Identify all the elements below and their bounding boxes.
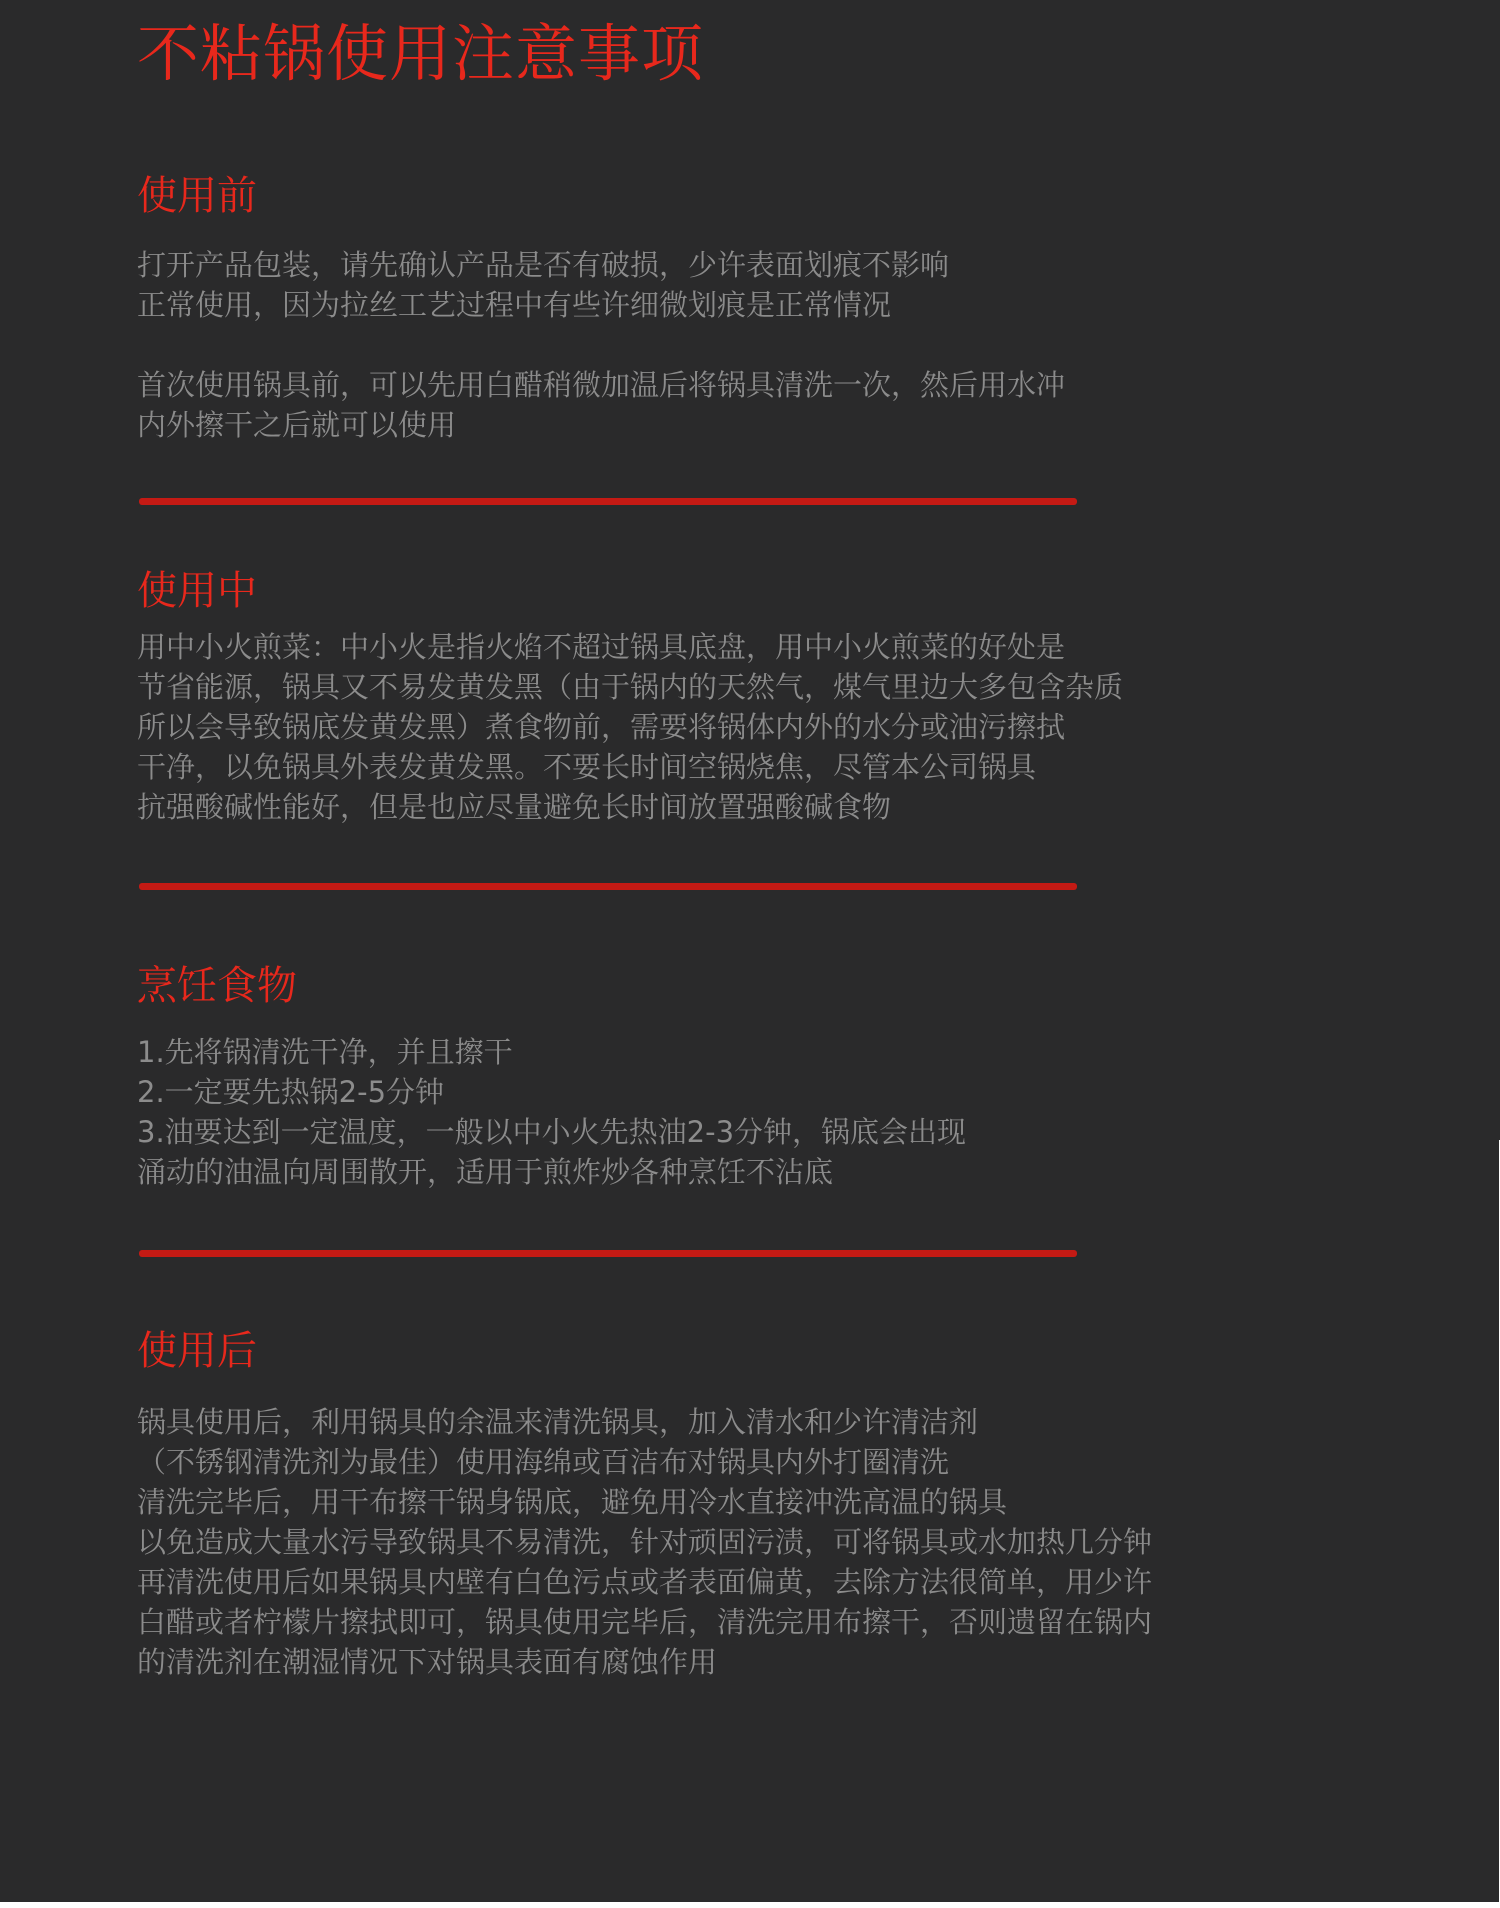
section-text-line: 内外擦干之后就可以使用: [137, 408, 457, 442]
bottom-edge-strip: [0, 1902, 1500, 1908]
section-text-line: 清洗完毕后，用干布擦干锅身锅底，避免用冷水直接冲洗高温的锅具: [137, 1485, 1008, 1519]
page-title: 不粘锅使用注意事项: [137, 17, 705, 90]
section-heading-after-use: 使用后: [137, 1328, 257, 1374]
section-text-line: 节省能源，锅具又不易发黄发黑（由于锅内的天然气，煤气里边大多包含杂质: [137, 670, 1124, 704]
section-text-line: 再清洗使用后如果锅具内壁有白色污点或者表面偏黄，去除方法很简单，用少许: [137, 1565, 1153, 1599]
section-text-line: 干净，以免锅具外表发黄发黑。不要长时间空锅烧焦，尽管本公司锅具: [137, 750, 1037, 784]
section-text-line: 的清洗剂在潮湿情况下对锅具表面有腐蚀作用: [137, 1645, 718, 1679]
section-text-line: 锅具使用后，利用锅具的余温来清洗锅具，加入清水和少许清洁剂: [137, 1405, 979, 1439]
section-text-line: 所以会导致锅底发黄发黑）煮食物前，需要将锅体内外的水分或油污擦拭: [137, 710, 1066, 744]
section-text-line: 用中小火煎菜：中小火是指火焰不超过锅具底盘，用中小火煎菜的好处是: [137, 630, 1066, 664]
section-text-line: 正常使用，因为拉丝工艺过程中有些许细微划痕是正常情况: [137, 288, 892, 322]
section-heading-before-use: 使用前: [137, 173, 257, 219]
section-text-line: 首次使用锅具前，可以先用白醋稍微加温后将锅具清洗一次，然后用水冲: [137, 368, 1066, 402]
section-divider: [139, 498, 1077, 505]
section-text-line: 1.先将锅清洗干净，并且擦干: [137, 1035, 513, 1069]
section-text-line: 打开产品包装，请先确认产品是否有破损，少许表面划痕不影响: [137, 248, 950, 282]
section-text-line: 以免造成大量水污导致锅具不易清洗，针对顽固污渍，可将锅具或水加热几分钟: [137, 1525, 1153, 1559]
section-text-line: 2.一定要先热锅2-5分钟: [137, 1075, 445, 1109]
section-text-line: 3.油要达到一定温度，一般以中小火先热油2-3分钟，锅底会出现: [137, 1115, 967, 1149]
section-heading-during-use: 使用中: [137, 568, 257, 614]
section-text-line: 抗强酸碱性能好，但是也应尽量避免长时间放置强酸碱食物: [137, 790, 892, 824]
section-divider: [139, 1250, 1077, 1257]
section-heading-cooking: 烹饪食物: [137, 963, 297, 1009]
section-text-line: （不锈钢清洗剂为最佳）使用海绵或百洁布对锅具内外打圈清洗: [137, 1445, 950, 1479]
section-text-line: 涌动的油温向周围散开，适用于煎炸炒各种烹饪不沾底: [137, 1155, 834, 1189]
section-text-line: 白醋或者柠檬片擦拭即可，锅具使用完毕后，清洗完用布擦干，否则遗留在锅内: [137, 1605, 1153, 1639]
section-divider: [139, 883, 1077, 890]
